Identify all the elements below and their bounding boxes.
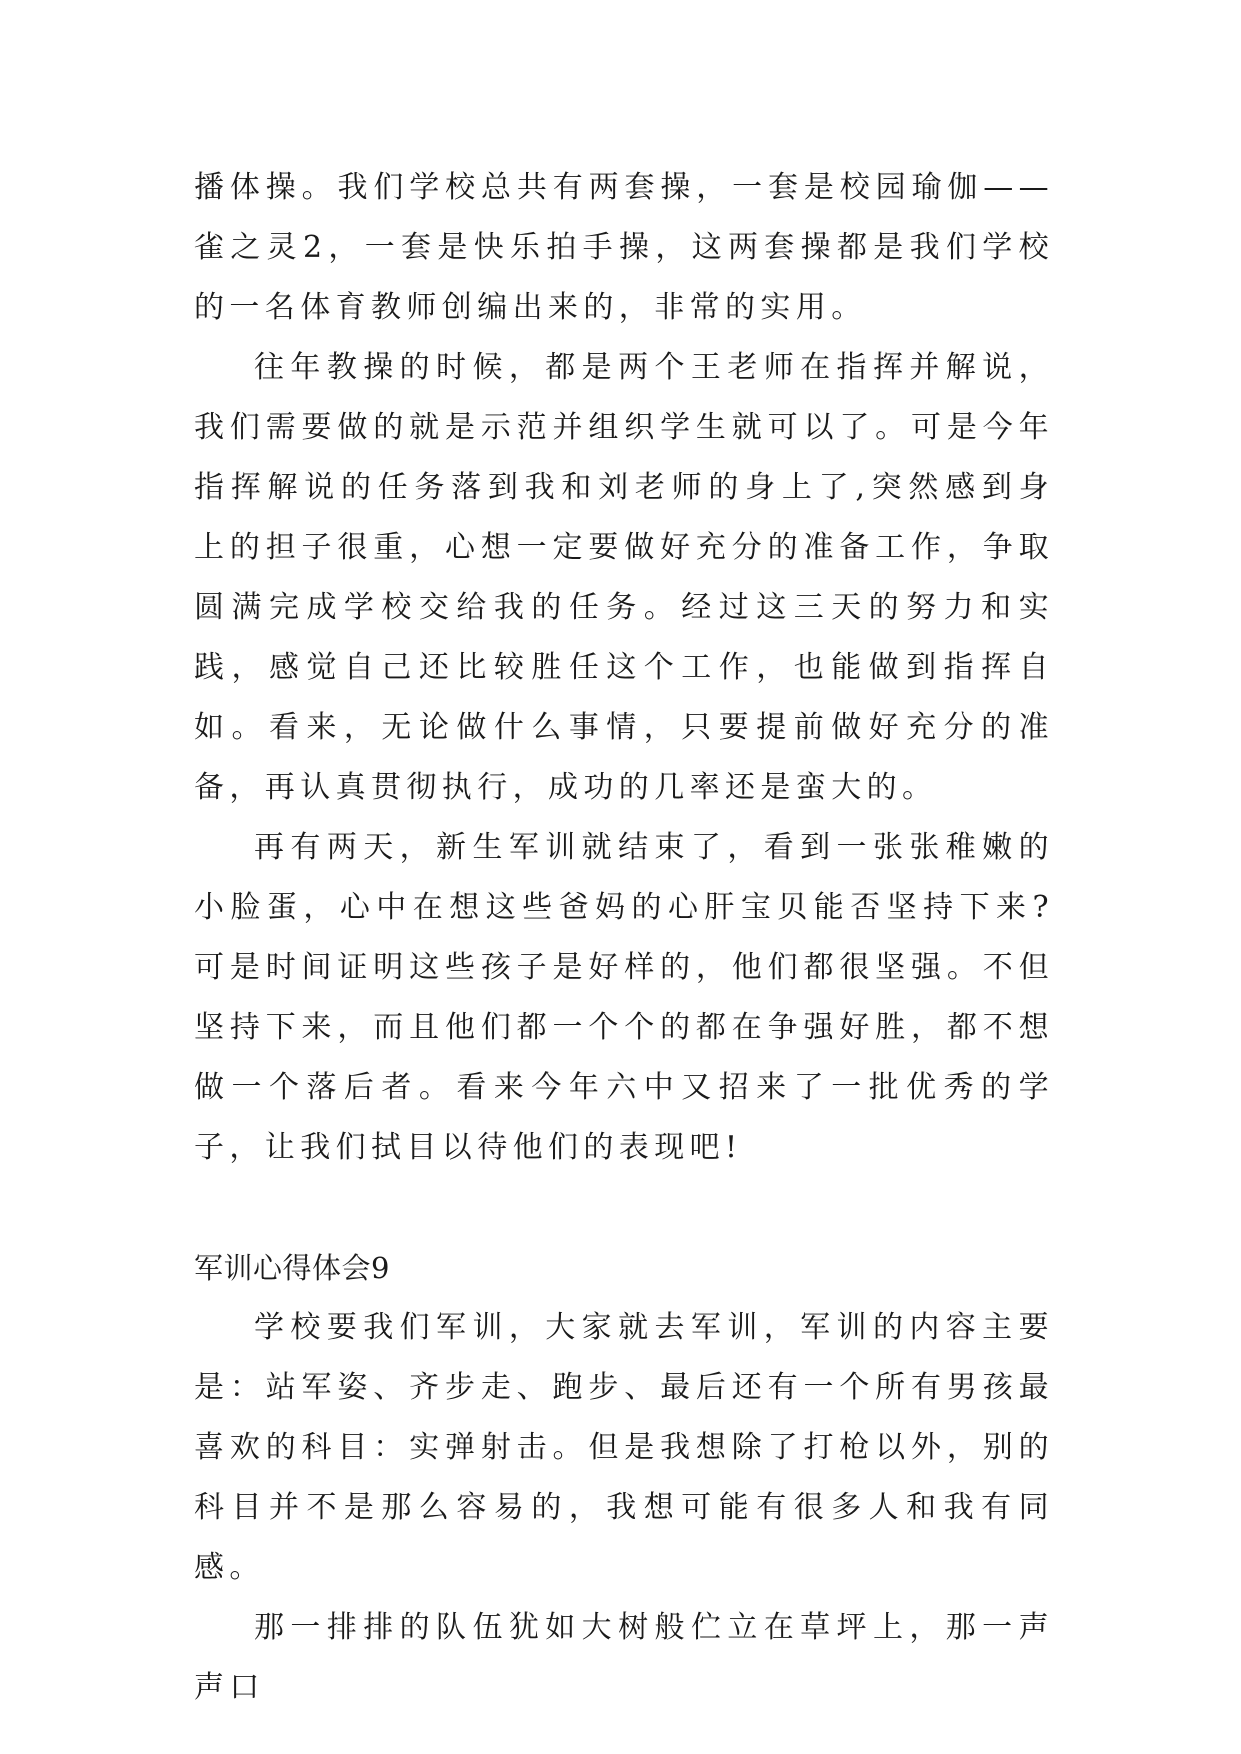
paragraph-teaching-exercises: 往年教操的时候，都是两个王老师在指挥并解说，我们需要做的就是示范并组织学生就可以了。可是今年指挥解说的任务落到我和刘老师的身上了,突然感到身上的担子很重，心想一定要做好充分的准备工作，争取圆满完成学校交给我的任务。经过这三天的努力和实践，感觉自己还比较胜任这个工作，也能做到指挥自如。看来，无论做什么事情，只要提前做好充分的准备，再认真贯彻执行，成功的几率还是蛮大的。 [194, 350, 1054, 805]
document-body [194, 158, 1054, 1718]
paragraph-training-end: 再有两天，新生军训就结束了，看到一张张稚嫩的小脸蛋，心中在想这些爸妈的心肝宝贝能否坚持下来?可是时间证明这些孩子是好样的，他们都很坚强。不但坚持下来，而且他们都一个个的都在争强好胜，都不想做一个落后者。看来今年六中又招来了一批优秀的学子，让我们拭目以待他们的表现吧! [194, 830, 1054, 1165]
section-heading: 军训心得体会9 [194, 1251, 390, 1285]
paragraph-training-content: 学校要我们军训，大家就去军训，军训的内容主要是：站军姿、齐步走、跑步、最后还有一个所有男孩最喜欢的科目：实弹射击。但是我想除了打枪以外，别的科目并不是那么容易的，我想可能有很多人和我有同感。 [194, 1310, 1054, 1585]
section-spacer [194, 1178, 1054, 1238]
paragraph-ranks: 那一排排的队伍犹如大树般伫立在草坪上，那一声声口 [194, 1610, 1054, 1705]
paragraph-continuation: 播体操。我们学校总共有两套操，一套是校园瑜伽——雀之灵2，一套是快乐拍手操，这两套操都是我们学校的一名体育教师创编出来的，非常的实用。 [194, 170, 1054, 325]
